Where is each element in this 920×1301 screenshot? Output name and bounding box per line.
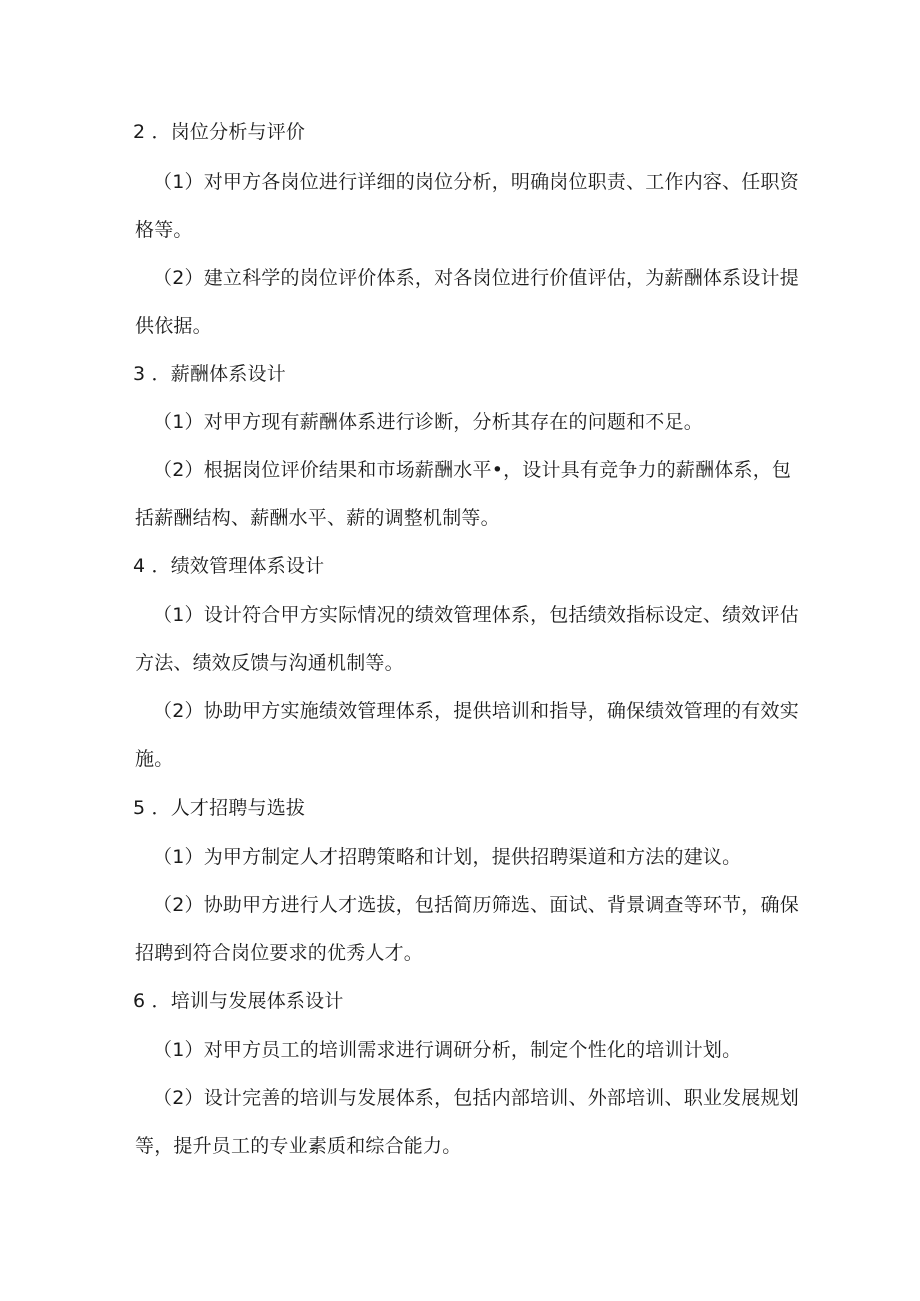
section-2-item-1-line-2: 格等。: [135, 219, 193, 241]
section-6-item-2-line-1: （2）设计完善的培训与发展体系，包括内部培训、外部培训、职业发展规划: [153, 1087, 799, 1109]
section-3-item-2-line-1: （2）根据岗位评价结果和市场薪酬水平•，设计具有竞争力的薪酬体系，包: [153, 459, 792, 481]
section-2-item-2-line-1: （2）建立科学的岗位评价体系，对各岗位进行价值评估，为薪酬体系设计提: [153, 267, 799, 289]
section-heading-4: 4 ．绩效管理体系设计: [133, 555, 325, 577]
section-heading-6: 6 ．培训与发展体系设计: [133, 990, 344, 1012]
section-5-item-2-line-2: 招聘到符合岗位要求的优秀人才。: [135, 942, 424, 964]
section-5-item-2-line-1: （2）协助甲方进行人才选拔，包括简历筛选、面试、背景调查等环节，确保: [153, 894, 799, 916]
section-6-item-1-line-1: （1）对甲方员工的培训需求进行调研分析，制定个性化的培训计划。: [153, 1039, 742, 1061]
section-heading-5: 5 ．人才招聘与选拔: [133, 797, 306, 819]
section-2-item-2-line-2: 供依据。: [135, 315, 212, 337]
section-5-item-1-line-1: （1）为甲方制定人才招聘策略和计划，提供招聘渠道和方法的建议。: [153, 846, 742, 868]
section-3-item-1-line-1: （1）对甲方现有薪酬体系进行诊断，分析其存在的问题和不足。: [153, 411, 703, 433]
section-4-item-1-line-1: （1）设计符合甲方实际情况的绩效管理体系，包括绩效指标设定、绩效评估: [153, 604, 799, 626]
section-6-item-2-line-2: 等，提升员工的专业素质和综合能力。: [135, 1135, 462, 1157]
section-heading-2: 2 ．岗位分析与评价: [133, 121, 306, 143]
section-3-item-2-line-2: 括薪酬结构、薪酬水平、薪的调整机制等。: [135, 507, 500, 529]
section-4-item-2-line-1: （2）协助甲方实施绩效管理体系，提供培训和指导，确保绩效管理的有效实: [153, 700, 799, 722]
section-heading-3: 3 ．薪酬体系设计: [133, 363, 286, 385]
section-4-item-2-line-2: 施。: [135, 748, 174, 770]
section-2-item-1-line-1: （1）对甲方各岗位进行详细的岗位分析，明确岗位职责、工作内容、任职资: [153, 171, 799, 193]
section-4-item-1-line-2: 方法、绩效反馈与沟通机制等。: [135, 652, 404, 674]
